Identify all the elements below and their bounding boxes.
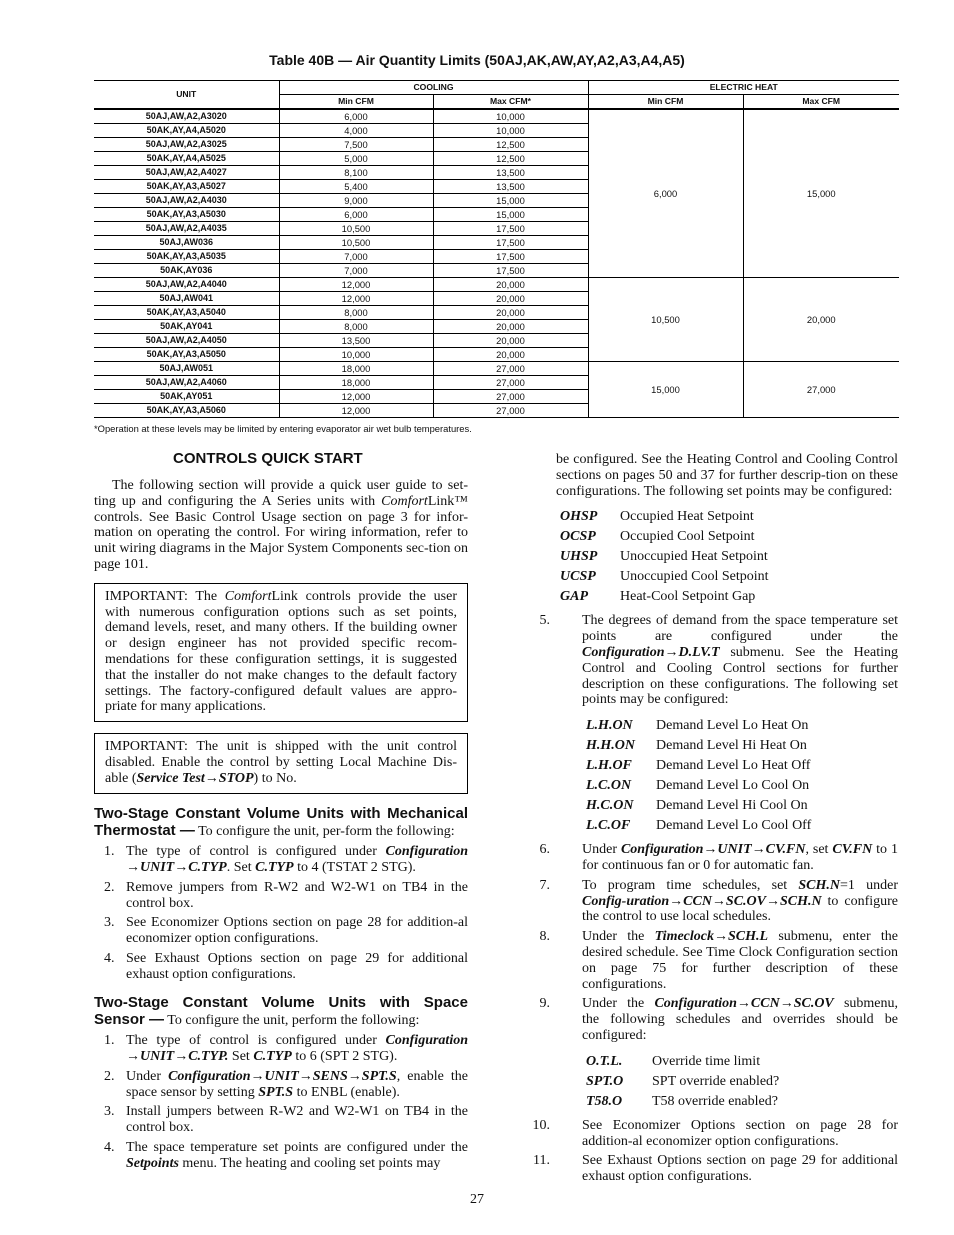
right-column <box>530 452 898 1189</box>
cool-min-cell: 4,000 <box>279 124 433 138</box>
setting-code: H.C.ON <box>586 798 634 814</box>
setting-description: Occupied Cool Setpoint <box>620 529 755 545</box>
section-heading: CONTROLS QUICK START <box>173 450 363 467</box>
unit-cell: 50AJ,AW,A2,A4030 <box>94 194 279 208</box>
unit-cell: 50AJ,AW051 <box>94 362 279 376</box>
unit-cell: 50AK,AY,A3,A5040 <box>94 306 279 320</box>
unit-cell: 50AJ,AW,A2,A3025 <box>94 138 279 152</box>
setting-code: UCSP <box>560 569 596 585</box>
cool-max-cell: 17,500 <box>433 222 588 236</box>
cool-max-cell: 20,000 <box>433 292 588 306</box>
cool-max-cell: 27,000 <box>433 390 588 404</box>
cool-max-cell: 12,500 <box>433 138 588 152</box>
cool-max-cell: 17,500 <box>433 264 588 278</box>
setpoints-list <box>560 507 769 607</box>
list-item <box>586 816 811 836</box>
cool-max-cell: 27,000 <box>433 362 588 376</box>
setting-description: Heat-Cool Setpoint Gap <box>620 589 756 605</box>
header-heat-max: Max CFM <box>743 95 899 110</box>
continued-paragraph: be configured. See the Heating Control and Cooling Control sections on pages 50 and 37 for further descrip-tion on these configurations. The following set points may be configured: <box>556 452 898 499</box>
space-sensor-title: Two-Stage Constant Volume Units with Space Sensor — <box>94 993 468 1029</box>
setting-description: Unoccupied Cool Setpoint <box>620 569 769 585</box>
header-unit: UNIT <box>94 81 279 110</box>
cool-min-cell: 9,000 <box>279 194 433 208</box>
table-row <box>94 278 899 292</box>
cool-min-cell: 18,000 <box>279 362 433 376</box>
table-row <box>94 109 899 124</box>
cool-max-cell: 27,000 <box>433 376 588 390</box>
list-item: 6. Under Configuration→UNIT→CV.FN, set CV.FN to 1 for continuous fan or 0 for automatic fan. <box>539 842 898 873</box>
unit-cell: 50AJ,AW,A2,A4040 <box>94 278 279 292</box>
table-title: Table 40B — Air Quantity Limits (50AJ,AK,AW,AY,A2,A3,A4,A5) <box>269 52 685 68</box>
list-item: 1. The type of control is configured under Configuration →UNIT→C.TYP. Set C.TYP to 6 (SPT 2 STG). <box>104 1033 468 1064</box>
unit-cell: 50AK,AY051 <box>94 390 279 404</box>
setting-code: L.H.ON <box>586 718 633 734</box>
list-item: 5. The degrees of demand from the space temperature set points are configured under the Configuration→D.LV.T submenu. See the Heating Control and Cooling Control sections for further description on these configurations. The following set points may be configured: L.H.ON Demand Level Lo Heat On H.H.ON Demand Level Hi Heat On L.H.OF Demand Level Lo Heat Off L.C.ON Demand Level Lo Cool On H.C.ON Demand Level Hi Cool On L.C.OF Demand Level Lo Cool Off <box>556 613 898 836</box>
setting-code: OCSP <box>560 529 596 545</box>
cool-min-cell: 18,000 <box>279 376 433 390</box>
setting-description: Demand Level Lo Heat On <box>656 718 809 734</box>
list-item: 3. Install jumpers between R-W2 and W2-W1 on TB4 in the control box. <box>104 1104 468 1136</box>
cool-max-cell: 27,000 <box>433 404 588 418</box>
list-item <box>560 547 769 567</box>
setting-description: Demand Level Hi Cool On <box>656 798 808 814</box>
list-item: 2. Under Configuration→UNIT→SENS→SPT.S, enable the space sensor by setting SPT.S to ENBL (enable). <box>104 1068 468 1100</box>
list-item: 4. The space temperature set points are configured under the Setpoints menu. The heating and cooling set points may <box>104 1139 468 1171</box>
unit-cell: 50AJ,AW041 <box>94 292 279 306</box>
unit-cell: 50AK,AY,A3,A5030 <box>94 208 279 222</box>
setting-description: SPT override enabled? <box>652 1073 780 1089</box>
cool-min-cell: 13,500 <box>279 334 433 348</box>
heat-min-cell: 15,000 <box>588 362 743 418</box>
header-cool-min: Min CFM <box>279 95 433 110</box>
heat-max-cell: 27,000 <box>743 362 899 418</box>
setting-code: UHSP <box>560 549 598 565</box>
cool-max-cell: 17,500 <box>433 236 588 250</box>
list-item: 3. See Economizer Options section on page 28 for addition-al economizer option configurations. <box>104 915 468 947</box>
cool-min-cell: 12,000 <box>279 404 433 418</box>
heat-min-cell: 6,000 <box>588 109 743 278</box>
cool-max-cell: 15,000 <box>433 194 588 208</box>
setting-code: GAP <box>560 589 588 605</box>
cool-max-cell: 20,000 <box>433 320 588 334</box>
setting-description: Demand Level Lo Heat Off <box>656 758 811 774</box>
list-item <box>560 567 769 587</box>
unit-cell: 50AJ,AW,A2,A3020 <box>94 109 279 124</box>
setting-code: OHSP <box>560 509 598 525</box>
setting-description: Override time limit <box>652 1053 761 1069</box>
cool-max-cell: 20,000 <box>433 348 588 362</box>
important-box-1: IMPORTANT: The ComfortLink controls provide the user with numerous configuration options such as set points, demand levels, reset, and many others. If the building owner or design engineer has not provided specific recom-mendations for these configuration settings, it is suggested that the installer do not make changes to the default factory settings. The factory-configured default values are appro-priate for many applications. <box>94 583 468 722</box>
unit-cell: 50AK,AY036 <box>94 264 279 278</box>
important-box-2: IMPORTANT: The unit is shipped with the unit control disabled. Enable the control by setting Local Machine Dis-able (Service Test→STOP) to No. <box>94 733 468 793</box>
list-item: 8. Under the Timeclock→SCH.L submenu, enter the desired schedule. See Time Clock Configuration section on page 75 for further description of these configurations. <box>539 929 899 992</box>
heat-min-cell: 10,500 <box>588 278 743 362</box>
cool-max-cell: 20,000 <box>433 306 588 320</box>
air-quantity-table <box>94 80 899 418</box>
list-item <box>586 796 811 816</box>
list-item <box>586 716 811 736</box>
unit-cell: 50AK,AY,A4,A5020 <box>94 124 279 138</box>
list-item <box>586 776 811 796</box>
list-item <box>586 1092 779 1112</box>
setting-description: Demand Level Lo Cool Off <box>656 818 812 834</box>
cool-min-cell: 5,400 <box>279 180 433 194</box>
cool-max-cell: 17,500 <box>433 250 588 264</box>
list-item: 10. See Economizer Options section on page 28 for addition-al economizer option configurations. <box>532 1117 898 1149</box>
table-body <box>94 109 899 418</box>
mechanical-thermostat-section: Two-Stage Constant Volume Units with Mechanical Thermostat — To configure the unit, per-form the following: <box>94 804 468 840</box>
unit-cell: 50AJ,AW,A2,A4060 <box>94 376 279 390</box>
setting-code: SPT.O <box>586 1073 624 1089</box>
unit-cell: 50AK,AY,A3,A5027 <box>94 180 279 194</box>
steps-5-to-11 <box>532 613 899 1185</box>
unit-cell: 50AJ,AW036 <box>94 236 279 250</box>
unit-cell: 50AK,AY,A3,A5035 <box>94 250 279 264</box>
setting-code: L.C.OF <box>586 818 631 834</box>
cool-max-cell: 20,000 <box>433 278 588 292</box>
cool-min-cell: 8,000 <box>279 306 433 320</box>
list-item <box>586 1072 779 1092</box>
cool-min-cell: 7,500 <box>279 138 433 152</box>
setting-description: Unoccupied Heat Setpoint <box>620 549 768 565</box>
header-cool-max: Max CFM* <box>433 95 588 110</box>
cool-min-cell: 12,000 <box>279 390 433 404</box>
unit-cell: 50AK,AY041 <box>94 320 279 334</box>
cool-max-cell: 15,000 <box>433 208 588 222</box>
unit-cell: 50AK,AY,A3,A5050 <box>94 348 279 362</box>
mechanical-thermostat-steps <box>94 844 468 982</box>
cool-min-cell: 6,000 <box>279 208 433 222</box>
list-item: 7. To program time schedules, set SCH.N=1 under Config-uration→CCN→SC.OV→SCH.N to configure the control to use local schedules. <box>539 877 898 925</box>
cool-max-cell: 13,500 <box>433 166 588 180</box>
setting-code: H.H.ON <box>586 738 635 754</box>
list-item: 9. Under the Configuration→CCN→SC.OV submenu, the following schedules and overrides should be configured: O.T.L. Override time limit SPT.O SPT override enabled? T58.O T58 override enabled? <box>556 996 898 1111</box>
header-heat-min: Min CFM <box>588 95 743 110</box>
unit-cell: 50AK,AY,A4,A5025 <box>94 152 279 166</box>
setting-code: L.C.ON <box>586 778 632 794</box>
cool-max-cell: 10,000 <box>433 109 588 124</box>
space-sensor-section: Two-Stage Constant Volume Units with Space Sensor — To configure the unit, perform the following: <box>94 993 468 1029</box>
cool-min-cell: 5,000 <box>279 152 433 166</box>
table-row <box>94 362 899 376</box>
setting-code: L.H.OF <box>586 758 632 774</box>
table-footnote: *Operation at these levels may be limited by entering evaporator air wet bulb temperatures. <box>94 423 472 434</box>
list-item <box>586 1052 779 1072</box>
cool-min-cell: 7,000 <box>279 250 433 264</box>
heat-max-cell: 20,000 <box>743 278 899 362</box>
list-item: 1. The type of control is configured under Configuration →UNIT→C.TYP. Set C.TYP to 4 (TSTAT 2 STG). <box>104 844 468 875</box>
list-item <box>560 527 769 547</box>
cool-max-cell: 10,000 <box>433 124 588 138</box>
cool-min-cell: 8,100 <box>279 166 433 180</box>
list-item <box>586 756 811 776</box>
list-item: 4. See Exhaust Options section on page 29 for additional exhaust option configurations. <box>104 950 468 982</box>
left-column <box>94 450 468 1175</box>
header-cooling: COOLING <box>279 81 588 95</box>
heat-max-cell: 15,000 <box>743 109 899 278</box>
page-number: 27 <box>470 1192 484 1207</box>
cool-min-cell: 10,000 <box>279 348 433 362</box>
setting-description: Demand Level Lo Cool On <box>656 778 810 794</box>
cool-max-cell: 20,000 <box>433 334 588 348</box>
overrides-list <box>586 1052 779 1112</box>
unit-cell: 50AJ,AW,A2,A4027 <box>94 166 279 180</box>
cool-min-cell: 8,000 <box>279 320 433 334</box>
setting-description: Occupied Heat Setpoint <box>620 509 754 525</box>
unit-cell: 50AJ,AW,A2,A4035 <box>94 222 279 236</box>
cool-min-cell: 10,500 <box>279 222 433 236</box>
list-item: 2. Remove jumpers from R-W2 and W2-W1 on TB4 in the control box. <box>104 879 468 911</box>
intro-paragraph: The following section will provide a quick user guide to set-ting up and configuring the A Series units with ComfortLink™ controls. See Basic Control Usage section on page 3 for infor-mation on operating the control. For wiring information, refer to unit wiring diagrams in the Major System Components sec-tion on page 101. <box>94 478 468 572</box>
setting-description: Demand Level Hi Heat On <box>656 738 807 754</box>
setting-code: T58.O <box>586 1093 623 1109</box>
setting-description: T58 override enabled? <box>652 1093 778 1109</box>
demand-levels-list <box>586 716 811 836</box>
cool-min-cell: 6,000 <box>279 109 433 124</box>
list-item: 11. See Exhaust Options section on page 29 for additional exhaust option configurations. <box>533 1153 898 1185</box>
cool-min-cell: 7,000 <box>279 264 433 278</box>
unit-cell: 50AJ,AW,A2,A4050 <box>94 334 279 348</box>
cool-min-cell: 10,500 <box>279 236 433 250</box>
list-item <box>560 507 769 527</box>
cool-min-cell: 12,000 <box>279 292 433 306</box>
space-sensor-steps <box>94 1033 468 1171</box>
cool-max-cell: 13,500 <box>433 180 588 194</box>
cool-min-cell: 12,000 <box>279 278 433 292</box>
unit-cell: 50AK,AY,A3,A5060 <box>94 404 279 418</box>
cool-max-cell: 12,500 <box>433 152 588 166</box>
list-item <box>560 587 769 607</box>
header-electric-heat: ELECTRIC HEAT <box>588 81 899 95</box>
mechanical-thermostat-title: Two-Stage Constant Volume Units with Mechanical Thermostat — <box>94 804 468 840</box>
list-item <box>586 736 811 756</box>
setting-code: O.T.L. <box>586 1053 623 1069</box>
